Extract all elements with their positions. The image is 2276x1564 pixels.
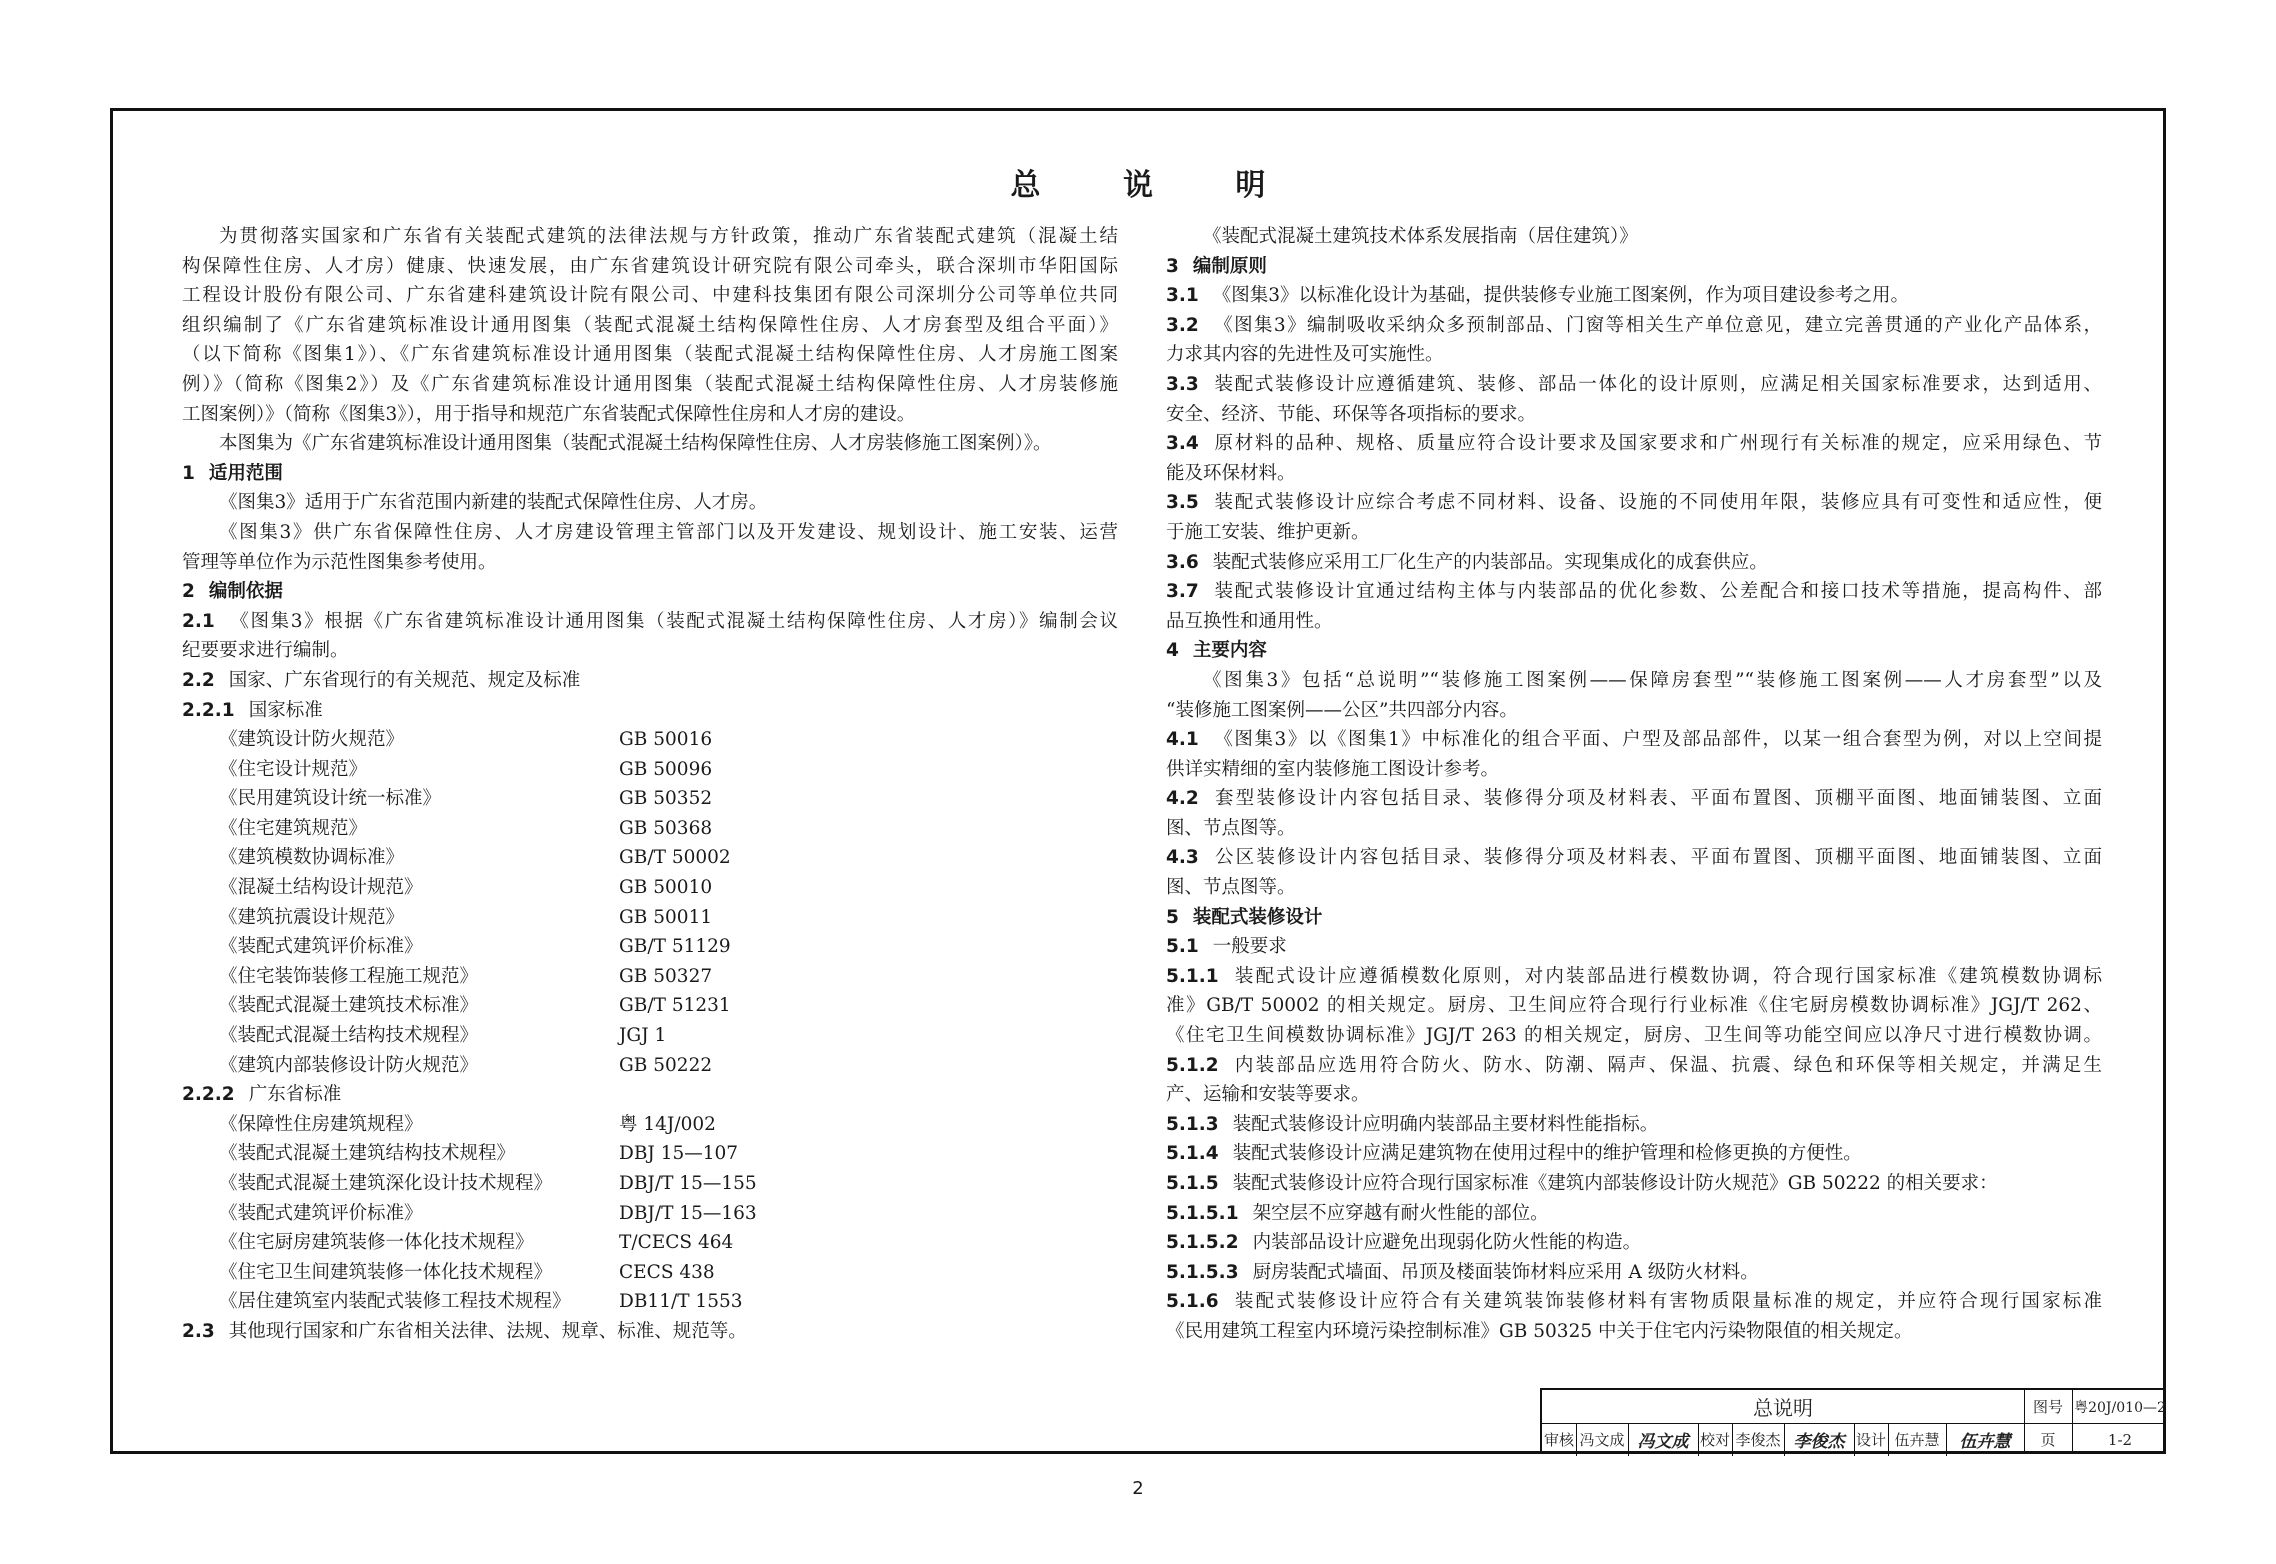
- text-line: [182, 636, 1118, 666]
- section-line: [1166, 1199, 2102, 1229]
- section-number: 4.2: [1166, 788, 1199, 810]
- section-number: 1: [182, 462, 195, 484]
- line-text: 适用范围: [208, 462, 283, 484]
- section-line: [1166, 1258, 2102, 1288]
- text-line: [1166, 607, 2102, 637]
- page-label: 页: [2040, 1431, 2056, 1449]
- section-number: 5.1.5.2: [1166, 1232, 1239, 1254]
- section-number: 3.5: [1166, 492, 1199, 514]
- line-text: 《住宅卫生间模数协调标准》JGJ/T 263 的相关规定，厨房、卫生间等功能空间应以净尺寸进行模数协调。: [1166, 1025, 2102, 1047]
- title-block-rule: [1576, 1423, 1577, 1456]
- line-text: 其他现行国家和广东省相关法律、法规、规章、标准、规范等。: [228, 1320, 747, 1342]
- standard-code: GB 50327: [619, 965, 713, 987]
- section-number: 4.3: [1166, 847, 1199, 869]
- standard-code: DBJ/T 15—163: [619, 1202, 757, 1224]
- line-text: 图、节点图等。: [1166, 877, 1296, 899]
- line-text: （以下简称《图集1》）、《广东省建筑标准设计通用图集（装配式混凝土结构保障性住房、人才房施工图案: [182, 344, 1118, 366]
- standard-code: GB 50010: [619, 877, 713, 899]
- text-line: [1166, 518, 2102, 548]
- title-block-rule: [1946, 1423, 1947, 1456]
- section-number: 3.7: [1166, 581, 1199, 603]
- section-line: [182, 1080, 1118, 1110]
- line-text: 于施工安装、维护更新。: [1166, 521, 1370, 543]
- line-text: 装配式装修设计应符合有关建筑装饰装修材料有害物质限量标准的规定，并应符合现行国家标准: [1232, 1291, 2102, 1313]
- text-line: [1166, 340, 2102, 370]
- standard-name: 《建筑设计防火规范》: [219, 729, 405, 751]
- standard-row: [182, 873, 1118, 903]
- line-text: 装配式装修设计应明确内装部品主要材料性能指标。: [1232, 1113, 1659, 1135]
- section-number: 5.1.6: [1166, 1291, 1219, 1313]
- section-line: [1166, 962, 2102, 992]
- line-text: 装配式装修应采用工厂化生产的内装部品。实现集成化的成套供应。: [1212, 551, 1768, 573]
- title-block-rule: [1784, 1423, 1785, 1456]
- standard-row: [182, 903, 1118, 933]
- line-text: 组织编制了《广东省建筑标准设计通用图集（装配式混凝土结构保障性住房、人才房套型及组合平面）》: [182, 314, 1118, 336]
- section-number: 5.1.5: [1166, 1173, 1219, 1194]
- text-line: [1166, 755, 2102, 785]
- line-text: 架空层不应穿越有耐火性能的部位。: [1252, 1202, 1549, 1224]
- standard-name: 《装配式建筑评价标准》: [219, 936, 423, 958]
- section-number: 3.1: [1166, 285, 1199, 307]
- line-text: 《图集3》以《图集1》中标准化的组合平面、户型及部品部件，以某一组合套型为例，对以上空间提: [1212, 729, 2102, 751]
- standard-name: 《住宅建筑规范》: [219, 817, 368, 839]
- section-number: 2: [182, 581, 195, 603]
- section-number: 5.1: [1166, 936, 1199, 958]
- section-line: [1166, 281, 2102, 311]
- title-block-rule: [1888, 1423, 1889, 1456]
- standard-name: 《保障性住房建筑规程》: [219, 1113, 423, 1135]
- line-text: 套型装修设计内容包括目录、装修得分项及材料表、平面布置图、顶棚平面图、地面铺装图、立面: [1212, 788, 2102, 810]
- section-number: 4: [1166, 640, 1179, 662]
- standard-name: 《民用建筑设计统一标准》: [219, 788, 442, 810]
- standard-code: 粤 14J/002: [619, 1113, 716, 1135]
- standard-name: 《装配式混凝土建筑深化设计技术规程》: [219, 1173, 553, 1194]
- line-text: 广东省标准: [248, 1084, 342, 1106]
- text-line: [1166, 1317, 2102, 1347]
- standard-name: 《装配式混凝土建筑结构技术规程》: [219, 1143, 516, 1165]
- standard-code: GB/T 51129: [619, 936, 731, 958]
- line-text: 图、节点图等。: [1166, 817, 1296, 839]
- section-number: 3.3: [1166, 373, 1199, 395]
- reviewer-signature: 冯文成: [1637, 1432, 1689, 1452]
- standard-name: 《住宅卫生间建筑装修一体化技术规程》: [219, 1261, 553, 1283]
- title-block-rule: [1732, 1423, 1733, 1456]
- text-line: [182, 488, 1118, 518]
- left-column: [182, 222, 1118, 1347]
- standard-row: [182, 991, 1118, 1021]
- checker-name: 李俊杰: [1735, 1431, 1781, 1449]
- reviewer-name: 冯文成: [1579, 1431, 1625, 1449]
- right-column: [1166, 222, 2102, 1347]
- section-line: [1166, 429, 2102, 459]
- section-line: [182, 666, 1118, 696]
- standard-row: [182, 1021, 1118, 1051]
- text-line: [1166, 400, 2102, 430]
- section-line: [1166, 548, 2102, 578]
- line-text: 本图集为《广东省建筑标准设计通用图集（装配式混凝土结构保障性住房、人才房装修施工图案例）》。: [219, 433, 1052, 455]
- standard-row: [182, 1051, 1118, 1081]
- standard-row: [182, 725, 1118, 755]
- title-block-rule: [1628, 1423, 1629, 1456]
- line-text: 主要内容: [1192, 640, 1267, 662]
- sheet-page: 1-2: [2107, 1430, 2133, 1449]
- designer-label: 设计: [1855, 1431, 1886, 1449]
- text-line: [1166, 1021, 2102, 1051]
- standard-name: 《居住建筑室内装配式装修工程技术规程》: [219, 1291, 571, 1313]
- standard-code: DB11/T 1553: [619, 1291, 743, 1313]
- drawing-name: 总说明: [1753, 1396, 1813, 1420]
- line-text: 为贯彻落实国家和广东省有关装配式建筑的法律法规与方针政策，推动广东省装配式建筑（混凝土结: [219, 226, 1118, 247]
- section-number: 5.1.2: [1166, 1054, 1219, 1076]
- section-line: [182, 607, 1118, 637]
- line-text: 一般要求: [1212, 936, 1287, 958]
- line-text: 装配式装修设计应满足建筑物在使用过程中的维护管理和检修更换的方便性。: [1232, 1143, 1862, 1165]
- section-number: 5.1.5.1: [1166, 1202, 1239, 1224]
- section-number: 3.2: [1166, 314, 1199, 336]
- line-text: 装配式装修设计: [1192, 906, 1323, 928]
- text-line: [182, 429, 1118, 459]
- line-text: 装配式装修设计宜通过结构主体与内装部品的优化参数、公差配合和接口技术等措施，提高构件、部: [1212, 581, 2102, 603]
- standard-row: [182, 1258, 1118, 1288]
- standard-row: [182, 1139, 1118, 1169]
- standard-code: GB 50096: [619, 758, 713, 780]
- standard-name: 《混凝土结构设计规范》: [219, 877, 423, 899]
- line-text: 《图集3》根据《广东省建筑标准设计通用图集（装配式混凝土结构保障性住房、人才房）》编制会议: [228, 610, 1118, 632]
- line-text: 《民用建筑工程室内环境污染控制标准》GB 50325 中关于住宅内污染物限值的相关规定。: [1166, 1320, 1913, 1342]
- section-line: [1166, 903, 2102, 933]
- standard-code: GB/T 51231: [619, 995, 731, 1017]
- line-text: 力求其内容的先进性及可实施性。: [1166, 344, 1444, 366]
- line-text: 国家标准: [248, 699, 323, 721]
- standard-row: [182, 1228, 1118, 1258]
- section-number: 5.1.4: [1166, 1143, 1219, 1165]
- line-text: 《图集3》适用于广东省范围内新建的装配式保障性住房、人才房。: [219, 492, 768, 514]
- text-line: [182, 518, 1118, 548]
- section-line: [1166, 370, 2102, 400]
- standard-name: 《住宅装饰装修工程施工规范》: [219, 965, 479, 987]
- text-line: [182, 252, 1118, 282]
- section-line: [1166, 1139, 2102, 1169]
- line-text: 装配式装修设计应综合考虑不同材料、设备、设施的不同使用年限，装修应具有可变性和适应性，便: [1212, 492, 2102, 514]
- standard-code: GB 50352: [619, 788, 713, 810]
- text-line: [1166, 666, 2102, 696]
- standard-row: [182, 814, 1118, 844]
- section-line: [182, 577, 1118, 607]
- drawing-no: 粤20J/010—2: [2074, 1399, 2166, 1416]
- text-line: [182, 340, 1118, 370]
- line-text: 《装配式混凝土建筑技术体系发展指南（居住建筑）》: [1203, 226, 1638, 247]
- standard-code: GB 50016: [619, 729, 713, 751]
- standard-row: [182, 1199, 1118, 1229]
- standard-name: 《住宅厨房建筑装修一体化技术规程》: [219, 1232, 534, 1254]
- standard-row: [182, 784, 1118, 814]
- text-line: [1166, 991, 2102, 1021]
- standard-name: 《住宅设计规范》: [219, 758, 368, 780]
- checker-label: 校对: [1699, 1431, 1730, 1449]
- standard-row: [182, 1287, 1118, 1317]
- standard-row: [182, 843, 1118, 873]
- line-text: 构保障性住房、人才房）健康、快速发展，由广东省建筑设计研究院有限公司牵头，联合深圳市华阳国际: [182, 255, 1118, 277]
- line-text: 原材料的品种、规格、质量应符合设计要求及国家要求和广州现行有关标准的规定，应采用绿色、节: [1212, 433, 2102, 455]
- section-line: [182, 696, 1118, 726]
- line-text: 《图集3》包括“总说明”“装修施工图案例——保障房套型”“装修施工图案例——人才房套型”以及: [1203, 669, 2102, 691]
- text-line: [182, 281, 1118, 311]
- page-title: 总 说 明: [1010, 168, 1302, 203]
- section-line: [1166, 725, 2102, 755]
- standard-code: DBJ/T 15—155: [619, 1173, 757, 1194]
- section-number: 5.1.3: [1166, 1113, 1219, 1135]
- page-number: 2: [1132, 1478, 1144, 1499]
- line-text: 装配式装修设计应遵循建筑、装修、部品一体化的设计原则，应满足相关国家标准要求，达到适用、: [1212, 373, 2102, 395]
- standard-row: [182, 1169, 1118, 1199]
- checker-signature: 李俊杰: [1793, 1432, 1845, 1452]
- standard-name: 《建筑抗震设计规范》: [219, 906, 405, 928]
- section-line: [1166, 488, 2102, 518]
- text-line: [182, 222, 1118, 252]
- standard-row: [182, 932, 1118, 962]
- section-line: [1166, 577, 2102, 607]
- section-line: [1166, 1051, 2102, 1081]
- standard-code: GB 50222: [619, 1054, 713, 1076]
- line-text: 厨房装配式墙面、吊顶及楼面装饰材料应采用 A 级防火材料。: [1252, 1261, 1759, 1283]
- section-number: 3.6: [1166, 551, 1199, 573]
- section-line: [182, 1317, 1118, 1347]
- standard-code: DBJ 15—107: [619, 1143, 739, 1165]
- standard-code: GB 50011: [619, 906, 713, 928]
- section-line: [1166, 1228, 2102, 1258]
- line-text: 准》GB/T 50002 的相关规定。厨房、卫生间应符合现行行业标准《住宅厨房模数协调标准》JGJ/T 262、: [1166, 995, 2102, 1017]
- title-block-rule: [1698, 1423, 1699, 1456]
- section-number: 3: [1166, 255, 1179, 277]
- line-text: 能及环保材料。: [1166, 462, 1296, 484]
- standard-name: 《建筑模数协调标准》: [219, 847, 405, 869]
- section-number: 2.2: [182, 669, 215, 691]
- line-text: 供详实精细的室内装修施工图设计参考。: [1166, 758, 1500, 780]
- designer-name: 伍卉慧: [1894, 1431, 1940, 1449]
- section-line: [1166, 932, 2102, 962]
- section-number: 2.2.1: [182, 699, 235, 721]
- line-text: 《图集3》供广东省保障性住房、人才房建设管理主管部门以及开发建设、规划设计、施工安装、运营: [219, 521, 1118, 543]
- text-line: [182, 311, 1118, 341]
- standard-code: CECS 438: [619, 1261, 715, 1283]
- section-number: 5: [1166, 906, 1179, 928]
- title-block: [1540, 1388, 2166, 1454]
- standard-name: 《装配式混凝土结构技术规程》: [219, 1025, 479, 1047]
- line-text: 产、运输和安装等要求。: [1166, 1084, 1370, 1106]
- line-text: “装修施工图案例——公区”共四部分内容。: [1166, 699, 1518, 721]
- text-line: [1166, 1080, 2102, 1110]
- line-text: 公区装修设计内容包括目录、装修得分项及材料表、平面布置图、顶棚平面图、地面铺装图、立面: [1212, 847, 2102, 869]
- section-line: [1166, 843, 2102, 873]
- section-number: 5.1.1: [1166, 965, 1219, 987]
- section-number: 4.1: [1166, 729, 1199, 751]
- line-text: 纪要要求进行编制。: [182, 640, 349, 662]
- standard-code: T/CECS 464: [619, 1232, 734, 1254]
- line-text: 编制依据: [208, 581, 283, 603]
- text-line: [1166, 696, 2102, 726]
- standard-code: GB 50368: [619, 817, 713, 839]
- section-line: [1166, 311, 2102, 341]
- standard-name: 《建筑内部装修设计防火规范》: [219, 1054, 479, 1076]
- section-line: [1166, 252, 2102, 282]
- standard-name: 《装配式建筑评价标准》: [219, 1202, 423, 1224]
- section-line: [1166, 1287, 2102, 1317]
- standard-name: 《装配式混凝土建筑技术标准》: [219, 995, 479, 1017]
- line-text: 工程设计股份有限公司、广东省建科建筑设计院有限公司、中建科技集团有限公司深圳分公司等单位共同: [182, 285, 1118, 307]
- text-line: [182, 400, 1118, 430]
- text-line: [1166, 459, 2102, 489]
- standard-row: [182, 962, 1118, 992]
- designer-signature: 伍卉慧: [1959, 1432, 2011, 1452]
- line-text: 例）》（简称《图集2》）及《广东省建筑标准设计通用图集（装配式混凝土结构保障性住房、人才房装修施: [182, 373, 1118, 395]
- section-line: [1166, 636, 2102, 666]
- section-number: 2.3: [182, 1320, 215, 1342]
- reviewer-label: 审核: [1543, 1431, 1574, 1449]
- standard-code: JGJ 1: [619, 1025, 667, 1047]
- line-text: 安全、经济、节能、环保等各项指标的要求。: [1166, 403, 1537, 425]
- line-text: 内装部品设计应避免出现弱化防火性能的构造。: [1252, 1232, 1642, 1254]
- text-line: [182, 548, 1118, 578]
- line-text: 《图集3》编制吸收采纳众多预制部品、门窗等相关生产单位意见，建立完善贯通的产业化产品体系，: [1212, 314, 2102, 336]
- text-line: [1166, 222, 2102, 252]
- line-text: 编制原则: [1192, 255, 1267, 277]
- section-line: [1166, 1110, 2102, 1140]
- section-number: 3.4: [1166, 433, 1199, 455]
- title-block-rule: [2024, 1390, 2025, 1454]
- section-line: [182, 459, 1118, 489]
- text-line: [1166, 814, 2102, 844]
- line-text: 《图集3》以标准化设计为基础，提供装修专业施工图案例，作为项目建设参考之用。: [1212, 285, 1910, 307]
- standard-row: [182, 755, 1118, 785]
- standard-code: GB/T 50002: [619, 847, 731, 869]
- line-text: 品互换性和通用性。: [1166, 610, 1333, 632]
- line-text: 装配式装修设计应符合现行国家标准《建筑内部装修设计防火规范》GB 50222 的相关要求：: [1232, 1173, 1998, 1194]
- text-line: [182, 370, 1118, 400]
- line-text: 内装部品应选用符合防火、防水、防潮、隔声、保温、抗震、绿色和环保等相关规定，并满足生: [1232, 1054, 2102, 1076]
- line-text: 工图案例）》（简称《图集3》），用于指导和规范广东省装配式保障性住房和人才房的建设。: [182, 403, 916, 425]
- text-line: [1166, 873, 2102, 903]
- line-text: 管理等单位作为示范性图集参考使用。: [182, 551, 497, 573]
- line-text: 装配式设计应遵循模数化原则，对内装部品进行模数协调，符合现行国家标准《建筑模数协调标: [1232, 965, 2102, 987]
- title-block-rule: [1854, 1423, 1855, 1456]
- section-number: 2.2.2: [182, 1084, 235, 1106]
- section-line: [1166, 784, 2102, 814]
- section-line: [1166, 1169, 2102, 1199]
- section-number: 2.1: [182, 610, 215, 632]
- title-block-rule: [2072, 1390, 2073, 1454]
- line-text: 国家、广东省现行的有关规范、规定及标准: [228, 669, 581, 691]
- section-number: 5.1.5.3: [1166, 1261, 1239, 1283]
- standard-row: [182, 1110, 1118, 1140]
- drawing-no-label: 图号: [2032, 1398, 2063, 1416]
